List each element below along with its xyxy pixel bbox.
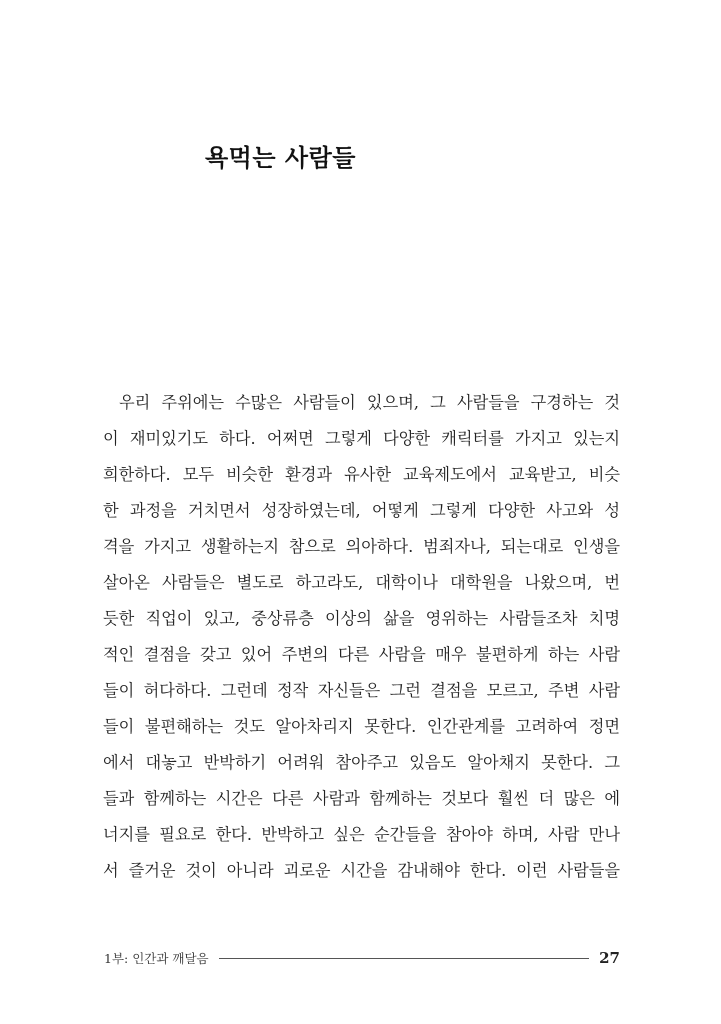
footer-section-title: 1부: 인간과 깨달음 — [104, 951, 209, 966]
page-footer — [104, 948, 620, 968]
body-line: 이 재미있기도 하다. 어쩌면 그렇게 다양한 캐릭터를 가지고 있는지 — [103, 429, 620, 448]
page-number: 27 — [599, 949, 620, 967]
body-line: 들과 함께하는 시간은 다른 사람과 함께하는 것보다 훨씬 더 많은 에 — [103, 789, 620, 808]
body-line: 살아온 사람들은 별도로 하고라도, 대학이나 대학원을 나왔으며, 번 — [103, 573, 620, 592]
body-line: 희한하다. 모두 비슷한 환경과 유사한 교육제도에서 교육받고, 비슷 — [103, 465, 620, 484]
body-line: 들이 허다하다. 그런데 정작 자신들은 그런 결점을 모르고, 주변 사람 — [103, 681, 620, 700]
chapter-title: 욕먹는 사람들 — [205, 144, 356, 172]
body-line: 격을 가지고 생활하는지 참으로 의아하다. 범죄자나, 되는대로 인생을 — [103, 537, 620, 556]
body-paragraph — [103, 385, 620, 889]
body-line: 적인 결점을 갖고 있어 주변의 다른 사람을 매우 불편하게 하는 사람 — [103, 645, 620, 664]
body-line: 서 즐거운 것이 아니라 괴로운 시간을 감내해야 한다. 이런 사람들을 — [103, 861, 620, 880]
body-line: 듯한 직업이 있고, 중상류층 이상의 삶을 영위하는 사람들조차 치명 — [103, 609, 620, 628]
footer-rule — [219, 958, 589, 959]
body-line: 한 과정을 거치면서 성장하였는데, 어떻게 그렇게 다양한 사고와 성 — [103, 501, 620, 520]
body-line: 들이 불편해하는 것도 알아차리지 못한다. 인간관계를 고려하여 정면 — [103, 717, 620, 736]
body-line: 너지를 필요로 한다. 반박하고 싶은 순간들을 참아야 하며, 사람 만나 — [103, 825, 620, 844]
body-line: 에서 대놓고 반박하기 어려워 참아주고 있음도 알아채지 못한다. 그 — [103, 753, 620, 772]
body-line: 우리 주위에는 수많은 사람들이 있으며, 그 사람들을 구경하는 것 — [119, 393, 620, 412]
